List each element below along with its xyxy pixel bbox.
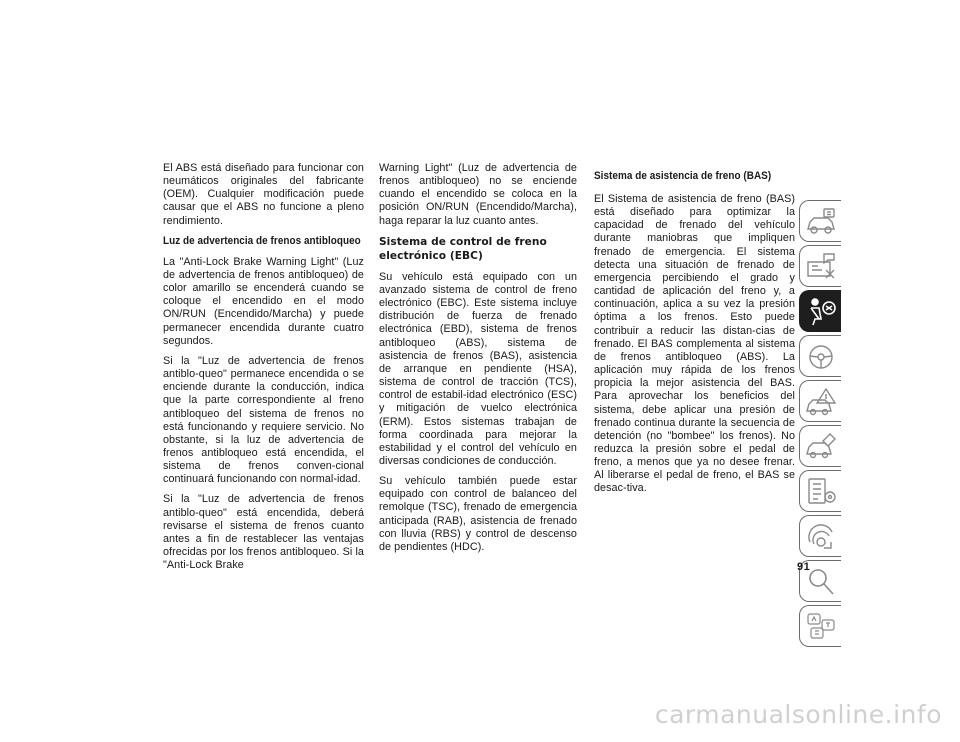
tab-dashboard-warning[interactable] bbox=[799, 245, 841, 287]
section-heading: Sistema de control de freno electrónico (EBC) bbox=[379, 235, 547, 262]
airbag-seatbelt-icon bbox=[804, 295, 838, 329]
languages-icon bbox=[804, 610, 838, 644]
chapter-tab-strip bbox=[799, 200, 841, 650]
paragraph: El ABS está diseñado para funcionar con neumáticos originales del fabricante (OEM). Cualquier modificación puede causar que el ABS no funcione a pleno rendimiento. bbox=[163, 162, 364, 227]
section-heading: Sistema de asistencia de freno (BAS) bbox=[594, 170, 772, 182]
tab-airbag-seatbelt[interactable] bbox=[799, 290, 841, 332]
maintenance-checklist-icon bbox=[804, 475, 838, 509]
paragraph: El Sistema de asistencia de freno (BAS) está diseñado para optimizar la capacidad de frenado del vehículo durante maniobras que impliquen frenado de emergencia. El sistema detecta una situación de frenado de emergencia percibiendo el grado y cantidad de aplicación del freno y, a continuación, aplica a su vez la presión óptima a los frenos. Esto puede contribuir a reducir las distan-cias de frenado. El BAS complementa al sistema de frenos antibloqueo (ABS). La aplicación muy rápida de los frenos propicia la mejor asistencia del BAS. Para aprovechar los beneficios del sistema, debe aplicar una presión de frenado continua durante la secuencia de detención (no "bombee" los frenos). No reduzca la presión sobre el pedal de freno, a menos que ya no desee frenar. Al liberarse el pedal de freno, el BAS se desac-tiva. bbox=[594, 193, 795, 495]
paragraph: La "Anti-Lock Brake Warning Light" (Luz de advertencia de frenos antibloqueo) de color amarillo se encenderá cuando se coloque el encendido en el modo ON/RUN (Encendido/Marcha) y puede permanecer encendida durante cuatro segundos. bbox=[163, 255, 364, 347]
tab-maintenance-checklist[interactable] bbox=[799, 470, 841, 512]
steering-wheel-icon bbox=[804, 340, 838, 374]
dashboard-warning-icon bbox=[804, 250, 838, 284]
paragraph: Su vehículo también puede estar equipado con control de balanceo del remolque (TSC), frenado de emergencia anticipada (RAB), asistencia de frenado con lluvia (RBS) y control de descenso de pendientes (HDC). bbox=[379, 475, 577, 553]
text-column-right bbox=[594, 170, 795, 503]
car-service-icon bbox=[804, 430, 838, 464]
car-hazard-icon bbox=[804, 385, 838, 419]
tab-car-info[interactable] bbox=[799, 200, 841, 242]
paragraph: Si la "Luz de advertencia de frenos antiblo-queo" está encendida, deberá revisarse el sistema de frenos cuanto antes a fin de restablecer las ventajas ofrecidas por los frenos antibloqueo. Si la "Anti-Lock Brake bbox=[163, 493, 364, 572]
page-number: 91 bbox=[797, 561, 811, 573]
watermark: carmanualsonline.info bbox=[654, 700, 942, 729]
text-column-middle bbox=[379, 162, 577, 561]
tab-car-service[interactable] bbox=[799, 425, 841, 467]
paragraph: Warning Light" (Luz de advertencia de frenos antibloqueo) no se enciende cuando el encendido se coloca en la posición ON/RUN (Encendido/Marcha), haga reparar la luz cuanto antes. bbox=[379, 162, 577, 227]
text-column-left bbox=[163, 162, 364, 579]
section-heading: Luz de advertencia de frenos antibloqueo bbox=[163, 234, 361, 247]
paragraph: Su vehículo está equipado con un avanzado sistema de control de freno electrónico (EBC). Este sistema incluye distribución de fuerza de frenado electrónica (EBD), sistema de frenos antibloqueo (ABS), sistema de asistencia de frenos (BAS), asistencia de arranque en pendiente (HSA), sistema de control de tracción (TCS), control de estabil-idad electrónico (ESC) y mitigación de vuelco electrónica (ERM). Estos sistemas trabajan de forma coordinada para mejorar la estabilidad y el control del vehículo en diversas condiciones de conducción. bbox=[379, 270, 577, 467]
tab-car-hazard[interactable] bbox=[799, 380, 841, 422]
tab-multimedia[interactable] bbox=[799, 515, 841, 557]
multimedia-icon bbox=[804, 520, 838, 554]
paragraph: Si la "Luz de advertencia de frenos antiblo-queo" permanece encendida o se enciende durante la conducción, indica que la parte correspondiente al freno antibloqueo del sistema de frenos no está funcionando y requiere servicio. No obstante, si la luz de advertencia de frenos antibloqueo está encendida, el sistema de frenos conven-cional continuará funcionando con normal-idad. bbox=[163, 354, 364, 486]
tab-steering-wheel[interactable] bbox=[799, 335, 841, 377]
car-info-icon bbox=[804, 205, 838, 239]
tab-languages[interactable] bbox=[799, 605, 841, 647]
